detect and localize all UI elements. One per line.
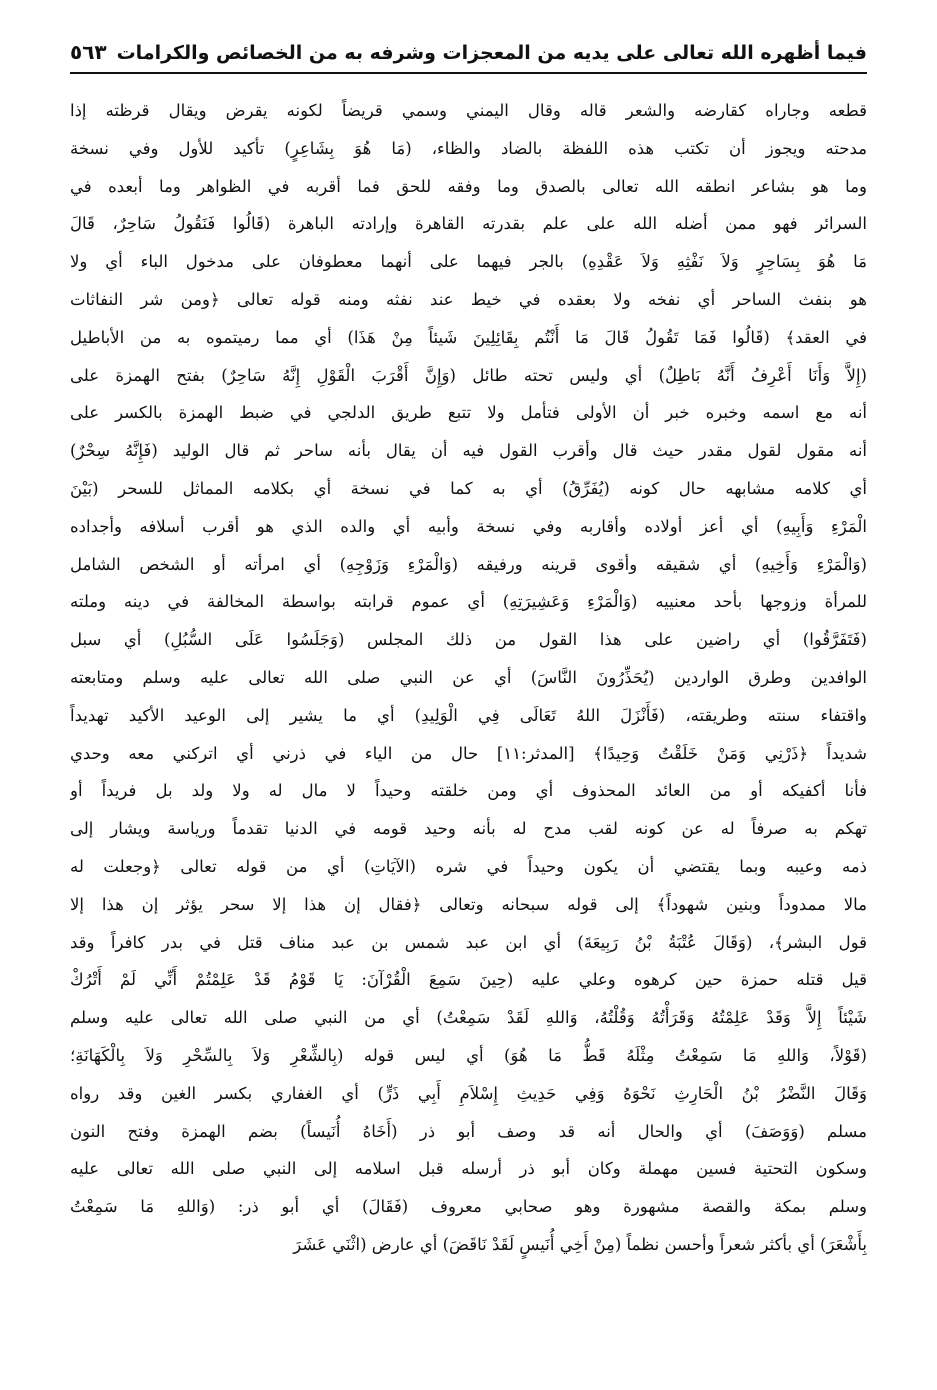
page-number: ٥٦٣ <box>70 40 107 64</box>
text-line: في العقد﴾ (قَالُوا فَمَا تَقُولُ قَالَ مَا أَنْتُم بِقَائِلِينَ شَيئاً مِنْ هَذَا) أي مما رميتموه به من الأباطيل <box>70 327 867 347</box>
text-line: تهكم به صرفاً له عن كونه لقب مدح له بأنه وحيد قومه في الدنيا تقدماً ورياسة ويشار إلى <box>70 819 867 839</box>
text-line: (قَوْلاً، وَاللهِ مَا سَمِعْتُ مِثْلَهُ قَطُّ مَا هُوَ) أي ليس قوله (بِالشِّعْرِ وَلاَ بِالسِّحْرِ وَلاَ بِالْكَهَانَةِ؛ <box>70 1045 867 1065</box>
text-line: (وَالْمَرْءِ وَأَخِيهِ) أي شقيقه وأقوى قرينه ورفيقه (وَالْمَرْءِ وَزَوْجِهِ) أي امرأته أو الشخص الشامل <box>70 554 867 574</box>
text-line: شَيْئاً إِلاَّ وَقَدْ عَلِمْتُهُ وَقَرَأْتُهُ وَقُلْتُهُ، وَاللهِ لَقَدْ سَمِعْتُ) أي من النبي صلى الله تعالى عليه وسلم <box>70 1008 867 1028</box>
text-line: هو بنفث الساحر أي نفخه ولا بعقده في خيط عند نفثه ومنه قوله تعالى ﴿ومن شر النفاثات <box>70 289 867 309</box>
text-line: أي كلامه مشابهه حال كونه (يُفَرِّقُ) أي به كما في نسخة أي بكلامه المماثل للسحر (بَيْنَ <box>70 478 867 498</box>
text-line: بِأَشْعَرَ) أي بأكثر شعراً وأحسن نظماً (مِنْ أَخِي أُنَيسٍ لَقَدْ نَاقَضَ) أي عارض (اثْنَي عَشَرَ <box>293 1234 867 1254</box>
text-line: مسلم (وَوَصَفَ) أي والحال أنه قد وصف أبو ذر (أَخَاهُ أُنَيساً) بضم الهمزة وفتح النون <box>70 1121 867 1141</box>
running-header <box>70 24 867 64</box>
body-text <box>70 92 867 1264</box>
text-line: قيل قتله حمزة حين كرهوه وعلي عليه (حِينَ سَمِعَ الْقُرْآنَ: يَا قَوْمُ قَدْ عَلِمْتُمْ أَنِّي لَمْ أَتْرُكْ <box>70 970 867 990</box>
text-line: قطعه وجاراه كقارضه والشعر قاله وقال اليمني وسمي قريضاً لكونه يقرض ويقال قرظته إذا <box>70 101 867 120</box>
text-line: واقتفاء سنته وطريقته، (فَأَنْزَلَ اللهُ تَعَالَى فِي الْوَلِيدِ) أي ما يشير إلى الوعيد الأكيد تهديداً <box>70 705 867 725</box>
text-line: شديداً ﴿ذَرْنِي وَمَنْ خَلَقْتُ وَحِيدًا﴾ [المدثر:١١] حال من الياء في ذرني أي اتركني معه وحدي <box>70 743 867 763</box>
text-line: وسلم بمكة والقصة مشهورة وهو صحابي معروف (فَقَالَ) أي أبو ذر: (وَاللهِ مَا سَمِعْتُ <box>70 1197 867 1217</box>
text-line: مَا هُوَ بِسَاحِرٍ وَلاَ نَفْثِهِ وَلاَ عَقْدِهِ) بالجر فيهما على أنهما معطوفان على مدخول الباء أي ولا <box>70 252 867 272</box>
text-line: مالا ممدوداً وبنين شهوداً﴾ إلى قوله سبحانه وتعالى ﴿فقال إن هذا إلا سحر يؤثر إن هذا إلا <box>70 894 867 914</box>
text-line: مدحته ويجوز أن تكتب هذه اللفظة بالضاد والظاء، (مَا هُوَ بِشَاعِرٍ) تأكيد للأول وفي نسخة <box>70 138 867 158</box>
text-line: (إِلاَّ وَأَنَا أَعْرِفُ أَنَّهُ بَاطِلٌ) أي وليس تحته طائل (وَإِنَّ أَقْرَبَ الْقَوْلِ إِنَّهُ سَاحِرٌ) بفتح الهمزة على <box>70 365 867 385</box>
header-title: فيما أظهره الله تعالى على يديه من المعجزات وشرفه به من الخصائص والكرامات <box>116 42 867 64</box>
text-line: أنه مع اسمه وخبره خبر أن الأولى فتأمل ولا تتبع طريق الدلجي في ضبط الهمزة بالكسر على <box>70 403 867 423</box>
text-line: السرائر فهو ممن أضله الله على علم بقدرته القاهرة وإرادته الباهرة (قَالُوا فَنَقُولُ سَاحِرٌ، قَالَ <box>70 214 867 234</box>
text-line: ذمه وعيبه وبما يقتضي أن يكون وحيداً في شره (الآيَاتِ) أي من قوله تعالى ﴿وجعلت له <box>70 856 867 876</box>
text-line: وَقَالَ النَّضْرُ بْنُ الْحَارِثِ نَحْوَهُ وَفِي حَدِيثِ إِسْلاَمِ أَبِي ذَرٍّ) أي الغفاري بكسر الغين وقد رواه <box>70 1083 867 1103</box>
text-line: أنه مقول لقول مقدر حيث قال وأقرب القول فيه أن يقال بأنه ساحر ثم قال الوليد (فَإِنَّهُ سِحْرٌ) <box>70 441 867 461</box>
text-line: للمرأة وزوجها بأحد معنييه (وَالْمَرْءِ وَعَشِيرَتِهِ) أي عموم قرابته بواسطة المخالفة في دينه وملته <box>70 592 867 612</box>
header-divider <box>70 72 867 74</box>
text-line: قول البشر﴾، (وَقَالَ عُتْبَةُ بْنُ رَبِيعَةَ) أي ابن عبد شمس بن عبد مناف قتل في بدر كافراً وقد <box>70 932 867 952</box>
text-line: فأنا أكفيكه أو من العائد المحذوف أي ومن خلقته وحيداً لا مال له ولا ولد بل فريداً أو <box>70 781 867 801</box>
text-line: وما هو بشاعر انطقه الله تعالى بالصدق وما وفقه للحق فما أقربه في الظواهر وما أبعده في <box>70 176 867 196</box>
text-line: الْمَرْءِ وَأَبِيهِ) أي أعز أولاده وأقاربه وفي نسخة وأبيه أي والده الذي هو أقرب أسلافه وأجداده <box>70 516 867 536</box>
text-line: وسكون التحتية فسين مهملة وكان أبو ذر أرسله قبل اسلامه إلى النبي صلى الله تعالى عليه <box>70 1159 867 1179</box>
text-line: الوافدين وطرق الواردين (يُحَذِّرُونَ النَّاسَ) أي عن النبي صلى الله تعالى عليه وسلم ومتابعته <box>70 667 867 687</box>
text-line: (فَتَفَرَّقُوا) أي راضين على هذا القول من ذلك المجلس (وَجَلَسُوا عَلَى السُّبُلِ) أي سبل <box>70 630 867 650</box>
